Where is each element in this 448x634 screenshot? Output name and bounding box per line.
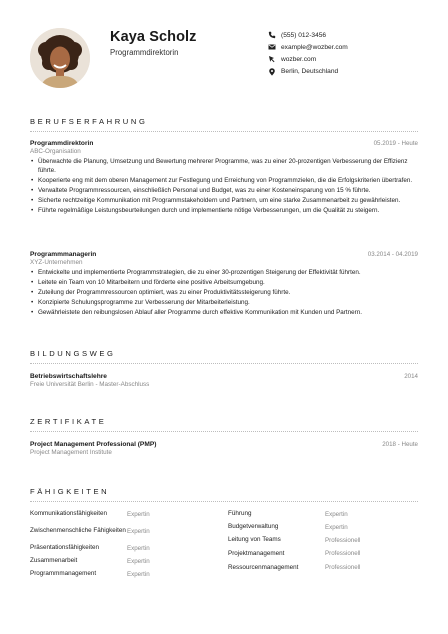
skill-level: Expertin <box>127 557 150 565</box>
section-divider <box>30 501 418 502</box>
section-divider <box>30 363 418 364</box>
candidate-name: Kaya Scholz <box>110 29 197 45</box>
job-title: Programmmanagerin <box>30 251 97 258</box>
contact-location <box>268 66 348 78</box>
skill-level: Expertin <box>127 510 150 518</box>
skill-level: Professionell <box>325 536 361 544</box>
skill-item <box>228 561 418 575</box>
bullet-item: • Konzipierte Schulungsprogramme zur Verbesserung der Mitarbeiterleistung. <box>30 299 418 308</box>
skill-name: Programmmanagement <box>30 570 97 577</box>
experience-section <box>30 117 418 132</box>
job-bullets <box>30 158 418 216</box>
certificates-section <box>30 417 418 432</box>
skill-item <box>30 521 228 542</box>
skill-item <box>30 568 228 581</box>
skill-item <box>228 521 418 534</box>
profile-photo <box>30 28 90 88</box>
skill-name: Budgetverwaltung <box>228 523 279 530</box>
certificate-name: Project Management Professional (PMP) <box>30 441 157 448</box>
phone-icon <box>268 31 276 39</box>
bullet-item: • Überwachte die Planung, Umsetzung und Bewertung mehrerer Programme, was zu einer 20-prozentigen Verbesserung der Effizienz führte. <box>30 158 418 176</box>
skill-item <box>228 534 418 547</box>
skills-column-left <box>30 508 228 581</box>
section-title: BERUFSERFAHRUNG <box>30 117 148 126</box>
skill-item <box>30 508 228 521</box>
section-divider <box>30 431 418 432</box>
skills-section <box>30 487 418 502</box>
skill-name: Präsentationsfähigkeiten <box>30 544 99 551</box>
contact-website-text: wozber.com <box>281 55 317 63</box>
skill-level: Expertin <box>325 510 348 518</box>
bullet-item: • Zuteilung der Programmressourcen optimiert, was zu einer Produktivitätssteigerung führte. <box>30 289 418 298</box>
skills-grid <box>30 508 418 581</box>
skill-level: Expertin <box>127 544 150 552</box>
job-company: ABC-Organisation <box>30 148 81 155</box>
education-degree: Betriebswirtschaftslehre <box>30 373 107 380</box>
email-icon <box>268 43 276 51</box>
skill-name: Leitung von Teams <box>228 536 281 543</box>
skill-item <box>30 555 228 568</box>
contact-email[interactable] <box>268 41 348 53</box>
skill-name: Kommunikationsfähigkeiten <box>30 510 108 518</box>
skill-name: Zusammenarbeit <box>30 557 78 564</box>
section-title: FÄHIGKEITEN <box>30 487 110 496</box>
bullet-item: • Entwickelte und implementierte Programmstrategien, die zu einer 30-prozentigen Steigerung der Effektivität führten. <box>30 269 418 278</box>
job-entry <box>30 251 418 319</box>
skill-level: Expertin <box>127 527 150 535</box>
certificate-entry <box>30 441 418 456</box>
contact-website[interactable] <box>268 53 348 65</box>
skill-name: Führung <box>228 510 252 518</box>
skill-level: Professionell <box>325 550 361 557</box>
education-entry <box>30 373 418 388</box>
skill-level: Expertin <box>325 523 348 531</box>
contact-list <box>268 29 348 78</box>
bullet-item: • Führte regelmäßige Leistungsbeurteilungen durch und implementierte nötige Verbesserungen, um die Qualität zu steigern. <box>30 207 418 216</box>
skill-item <box>228 547 418 561</box>
skill-name: Projektmanagement <box>228 549 285 557</box>
location-pin-icon <box>268 68 276 76</box>
job-company: XYZ-Unternehmen <box>30 259 83 266</box>
bullet-item: • Leitete ein Team von 10 Mitarbeitern und förderte eine positive Arbeitsumgebung. <box>30 279 418 288</box>
education-details: Freie Universität Berlin - Master-Abschluss <box>30 381 150 388</box>
job-title: Programmdirektorin <box>30 140 94 147</box>
bullet-item: • Sicherte rechtzeitige Kommunikation mit Programmstakeholdern und Partnern, um eine starke Zusammenarbeit zu gewährleisten. <box>30 197 418 206</box>
section-divider <box>30 131 418 132</box>
job-date: 05.2019 - Heute <box>373 140 418 147</box>
job-entry <box>30 140 418 217</box>
contact-email-text: example@wozber.com <box>281 43 348 51</box>
skill-item <box>228 508 418 521</box>
contact-location-text: Berlin, Deutschland <box>281 68 339 76</box>
job-bullets <box>30 269 418 318</box>
contact-phone-text: (555) 012-3456 <box>281 31 327 39</box>
skill-name: Zwischenmenschliche Fähigkeiten <box>30 527 126 534</box>
skill-level: Expertin <box>127 570 150 578</box>
contact-phone <box>268 29 348 41</box>
job-date: 03.2014 - 04.2019 <box>367 251 418 258</box>
education-date: 2014 <box>404 373 418 380</box>
skills-column-right <box>228 508 418 581</box>
certificate-date: 2018 - Heute <box>382 441 418 448</box>
portrait-image <box>30 28 90 88</box>
skill-name: Ressourcenmanagement <box>228 563 299 571</box>
bullet-item: • Gewährleistete den reibungslosen Ablauf aller Programme durch effektive Kommunikation mit Kunden und Partnern. <box>30 309 418 318</box>
skill-level: Professionell <box>325 564 361 571</box>
candidate-role: Programmdirektorin <box>110 48 179 57</box>
education-section <box>30 349 418 364</box>
bullet-item: • Verwaltete Programmressourcen, einschließlich Personal und Budget, was zu einer Kosteneinsparung von 15 % führte. <box>30 187 418 196</box>
skill-item <box>30 542 228 555</box>
certificate-issuer: Project Management Institute <box>30 449 112 456</box>
link-icon <box>268 55 276 63</box>
bullet-item: • Kooperierte eng mit dem oberen Management zur Festlegung und Erreichung von Programmzielen, die die Erfolgskriterien übertrafen. <box>30 177 418 186</box>
section-title: ZERTIFIKATE <box>30 417 107 426</box>
section-title: BILDUNGSWEG <box>30 349 116 358</box>
